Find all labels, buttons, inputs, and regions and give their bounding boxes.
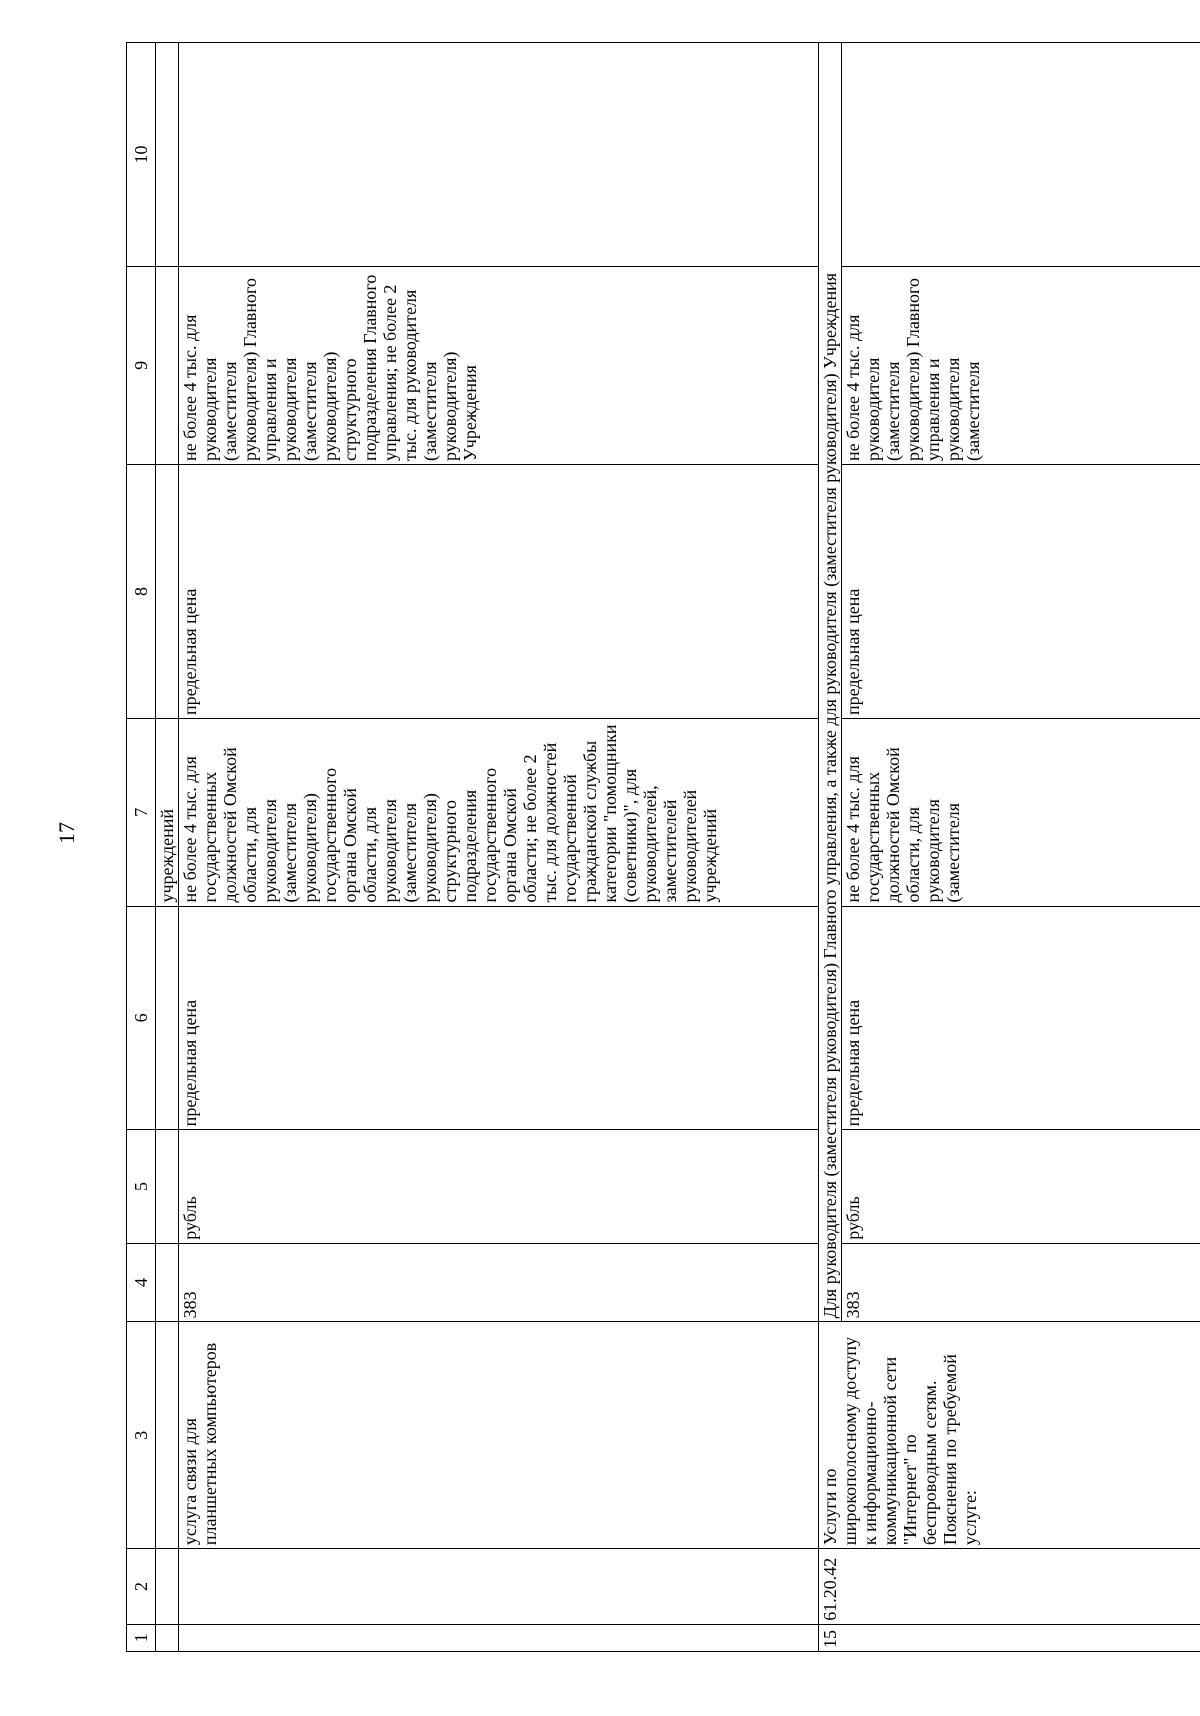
cell-okei-code: 383: [179, 1243, 819, 1322]
cell-characteristic: предельная цена: [179, 464, 819, 718]
cell-value: не более 4 тыс. для государственных должностей Омской области, для руководителя (заместителя руководителя) государственного органа Омской области, для руководителя (заместителя руководителя) структурного подразделения государственного органа Омской области; не более 2 тыс. для должностей государственной гражданской службы категории "помощники (советники)", для руководителей, заместителей руководителей учреждений: [179, 719, 819, 907]
cell-value: не более 4 тыс. для государственных должностей Омской области, для руководителя (заместителя: [842, 719, 1200, 907]
cell-category-span: Для руководителя (заместителя руководителя) Главного управления, а также для руководителя (заместителя руководителя) Учреждения: [819, 43, 842, 1322]
header-cell: 4: [127, 1243, 156, 1322]
header-cell: 3: [127, 1322, 156, 1549]
cell-characteristic: предельная цена: [179, 906, 819, 1130]
table-row: [819, 43, 842, 1652]
cell-value: не более 4 тыс. для руководителя (заместителя руководителя) Главного управления и руководителя (заместителя: [842, 266, 1200, 464]
header-cell: 5: [127, 1130, 156, 1243]
header-cell: 9: [127, 266, 156, 464]
cell-okei-code: 383: [842, 1243, 1200, 1322]
cell-service-name: Услуги по широкополосному доступу к информационно-коммуникационной сети "Интернет" по беспроводным сетям. Пояснения по требуемой услуге:: [819, 1322, 1200, 1549]
table-row: [156, 43, 179, 1652]
header-cell: 2: [127, 1549, 156, 1625]
header-cell: 1: [127, 1624, 156, 1651]
cell-unit: рубль: [842, 1130, 1200, 1243]
header-cell: 6: [127, 906, 156, 1130]
table-row: [179, 43, 819, 1652]
cell-code: 61.20.42: [819, 1549, 1200, 1625]
cell-empty: [179, 43, 819, 267]
page-number: 17: [54, 822, 79, 844]
cell-col7: учреждений: [156, 719, 179, 907]
cell-value: не более 4 тыс. для руководителя (заместителя руководителя) Главного управления и руководителя (заместителя руководителя) структурного подразделения Главного управления; не более 2 тыс. для руководителя (заместителя руководителя) Учреждения: [179, 266, 819, 464]
cell-service-name: услуга связи для планшетных компьютеров: [179, 1322, 819, 1549]
rotated-table-sheet: [126, 42, 1200, 1652]
header-row: [127, 43, 156, 1652]
header-cell: 8: [127, 464, 156, 718]
cell-characteristic: предельная цена: [842, 464, 1200, 718]
requirements-table: [126, 42, 1200, 1652]
header-cell: 10: [127, 43, 156, 267]
cell-unit: рубль: [179, 1130, 819, 1243]
cell-characteristic: предельная цена: [842, 906, 1200, 1130]
header-cell: 7: [127, 719, 156, 907]
cell-empty: [842, 43, 1200, 267]
cell-number: 15: [819, 1624, 1200, 1651]
